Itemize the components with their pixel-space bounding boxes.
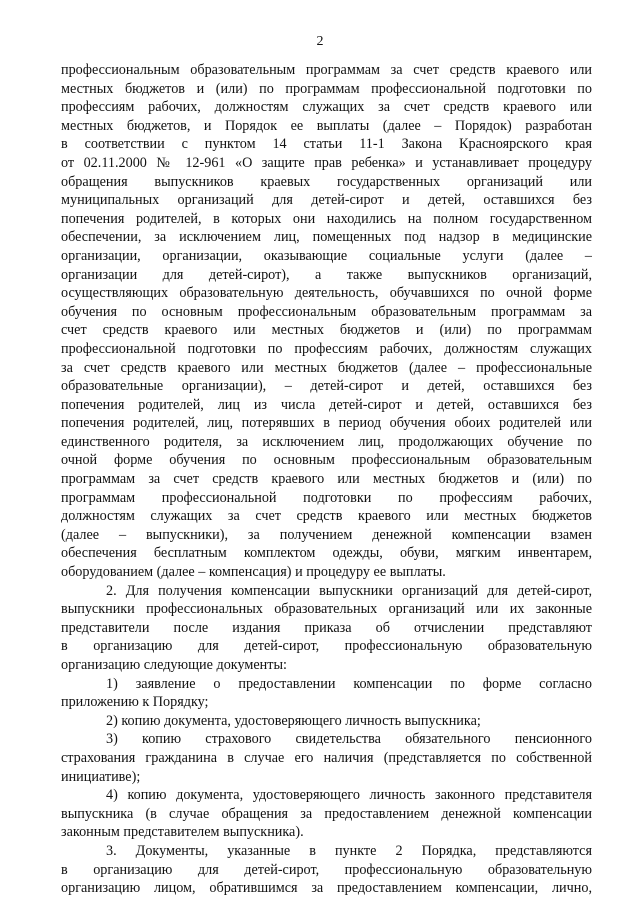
text-line: законным представителем выпускника). <box>61 824 304 841</box>
text-line: профессиональным образовательным программам за счет средств краевого или <box>61 62 592 78</box>
text-line: выпускника (в случае обращения за предоставлением денежной компенсации <box>61 805 592 822</box>
text-line: в организацию для детей-сирот, профессиональную образовательную <box>61 638 592 655</box>
text-line: попечения родителей, лиц из числа детей-сирот и детей, оставшихся без <box>61 396 592 413</box>
text-line: местных бюджетов, и Порядок ее выплаты (далее – Порядок) разработан <box>61 117 592 134</box>
text-line: выпускники профессиональных образовательных организаций или их законные <box>61 601 592 618</box>
text-line: попечения родителей, в которых они находились на полном государственном <box>61 210 592 227</box>
text-line: 1) заявление о предоставлении компенсации по форме согласно <box>106 675 592 692</box>
text-line: обучения по основным профессиональным образовательным программам за <box>61 303 592 320</box>
text-line: должностям служащих за счет средств краевого или местных бюджетов <box>61 508 592 525</box>
text-line: обращения выпускников краевых государственных организаций или <box>61 173 592 190</box>
text-line: от 02.11.2000 № 12-961 «О защите прав ребенка» и устанавливает процедуру <box>61 154 592 171</box>
text-line: осуществляющих образовательную деятельность, обучавшихся по очной форме <box>61 285 592 302</box>
document-body <box>61 61 592 898</box>
text-line: 3. Документы, указанные в пункте 2 Порядка, представляются <box>106 842 592 859</box>
text-line: программам за счет средств краевого или местных бюджетов и (или) по <box>61 471 592 488</box>
text-line: в соответствии с пунктом 14 статьи 11-1 Закона Красноярского края <box>61 136 592 153</box>
text-line: очной форме обучения по основным профессиональным образовательным <box>61 452 592 469</box>
text-line: 3) копию страхового свидетельства обязательного пенсионного <box>106 731 592 748</box>
text-line: обеспечения бесплатным комплектом одежды, обуви, мягким инвентарем, <box>61 545 592 562</box>
text-line: профессиональной подготовки по профессиям рабочих, должностям служащих <box>61 340 592 357</box>
text-line: профессиям рабочих, должностям служащих за счет средств краевого или <box>61 99 592 116</box>
text-line: обеспечении, за исключением лиц, помещенных под надзор в медицинские <box>61 229 592 246</box>
text-line: 4) копию документа, удостоверяющего личность законного представителя <box>106 787 592 804</box>
text-line: за счет средств краевого или местных бюджетов (далее – профессиональные <box>61 359 592 376</box>
text-line: счет средств краевого или местных бюджетов и (или) по программам <box>61 322 592 339</box>
text-line: единственного родителя, за исключением лиц, продолжающих обучение по <box>61 433 592 450</box>
text-line: инициативе); <box>61 768 141 785</box>
text-line: организацию следующие документы: <box>61 657 287 673</box>
page-number: 2 <box>316 34 324 49</box>
text-line: страхования гражданина в случае его наличия (представляется по собственной <box>61 749 592 766</box>
text-line: в организацию для детей-сирот, профессиональную образовательную <box>61 861 592 878</box>
text-line: организации, организации, оказывающие социальные услуги (далее – <box>61 247 592 264</box>
text-line: образовательные организации), – детей-сирот и детей, оставшихся без <box>61 378 592 395</box>
text-line: муниципальных организаций для детей-сирот и детей, оставшихся без <box>61 192 592 209</box>
text-line: местных бюджетов и (или) по программам профессиональной подготовки по <box>61 80 592 97</box>
text-line: 2. Для получения компенсации выпускники организаций для детей-сирот, <box>106 582 592 599</box>
text-line: организации для детей-сирот), а также выпускников организаций, <box>61 266 592 283</box>
text-line: попечения родителей, лиц, потерявших в период обучения обоих родителей или <box>61 415 592 432</box>
text-line: 2) копию документа, удостоверяющего личность выпускника; <box>106 712 481 729</box>
text-line: программам профессиональной подготовки по профессиям рабочих, <box>61 489 592 506</box>
text-line: представители после издания приказа об отчислении представляют <box>61 619 592 636</box>
text-line: (далее – выпускники), за получением денежной компенсации взамен <box>61 526 592 543</box>
text-line: приложению к Порядку; <box>61 694 209 711</box>
text-line: организацию лицом, обратившимся за предоставлением компенсации, лично, <box>61 880 592 897</box>
text-line: оборудованием (далее – компенсация) и процедуру ее выплаты. <box>61 564 446 581</box>
